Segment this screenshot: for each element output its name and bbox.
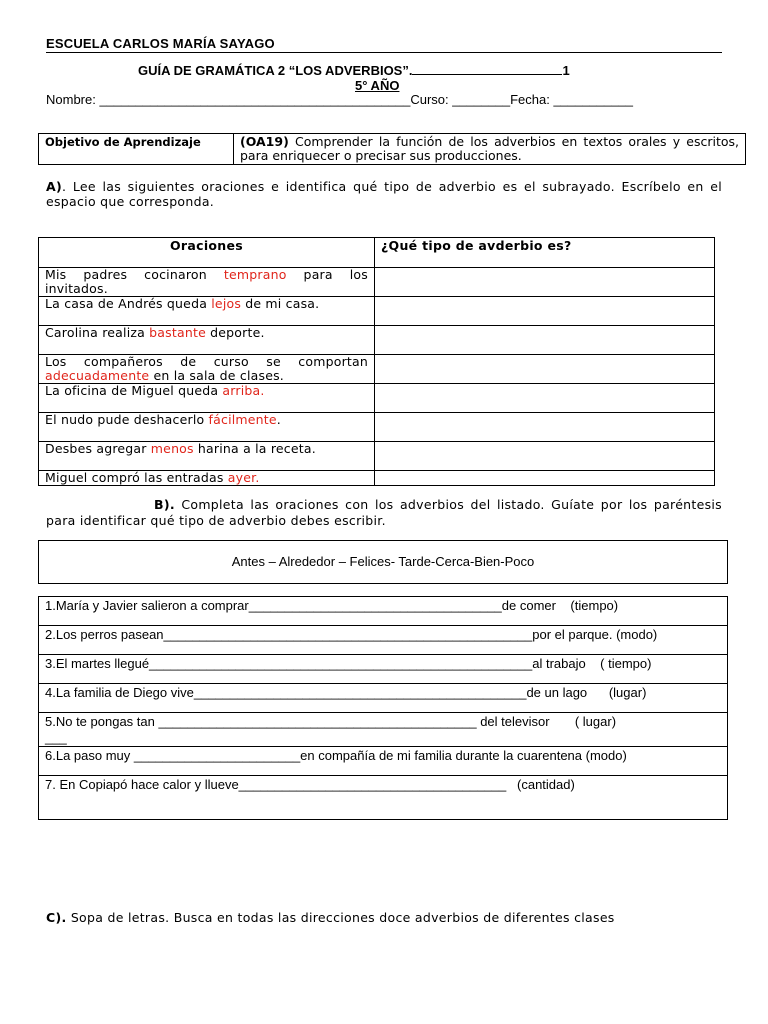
table-row xyxy=(39,655,728,684)
section-c-letter: C). xyxy=(46,910,67,925)
adverb-highlight: temprano xyxy=(223,267,287,282)
sentence-text: La casa de Andrés queda xyxy=(45,296,212,311)
answer-cell[interactable] xyxy=(375,297,715,326)
completion-item[interactable]: 6.La paso muy _______________________en compañía de mi familia durante la cuarentena (modo) xyxy=(39,747,728,776)
section-a-instructions xyxy=(46,179,722,209)
table-row xyxy=(39,326,715,355)
table-row xyxy=(39,713,728,747)
section-c-instructions xyxy=(46,910,615,925)
adverb-table xyxy=(38,237,715,486)
title-underline xyxy=(412,63,562,75)
answer-cell[interactable] xyxy=(375,268,715,297)
section-a-text: . Lee las siguientes oraciones e identifica qué tipo de adverbio es el subrayado. Escríbelo en el espacio que corresponda. xyxy=(46,179,722,209)
table-row xyxy=(39,471,715,486)
completion-item[interactable]: 3.El martes llegué_____________________________________________________al trabajo ( tiempo) xyxy=(39,655,728,684)
sentence-text: para los invitados. xyxy=(45,267,368,296)
sentence-cell xyxy=(39,471,375,486)
sentence-text: Carolina realiza xyxy=(45,325,150,340)
objective-code: (OA19) xyxy=(240,134,289,149)
objective-label: Objetivo de Aprendizaje xyxy=(39,134,234,165)
sentence-cell xyxy=(39,297,375,326)
sentence-cell xyxy=(39,326,375,355)
adverb-highlight: adecuadamente xyxy=(45,368,150,383)
answer-cell[interactable] xyxy=(375,413,715,442)
objective-text xyxy=(234,134,746,165)
sentence-text: de mi casa. xyxy=(241,296,320,311)
adverb-highlight: bastante xyxy=(149,325,206,340)
table-row xyxy=(39,355,715,384)
section-a-letter: A) xyxy=(46,179,62,194)
objective-table xyxy=(38,133,746,165)
guide-title xyxy=(138,63,570,78)
adverb-highlight: menos xyxy=(150,441,194,456)
sentence-cell xyxy=(39,442,375,471)
col-header-type: ¿Qué tipo de avderbio es? xyxy=(375,238,715,268)
table-row xyxy=(39,776,728,820)
sentence-cell xyxy=(39,413,375,442)
table-row xyxy=(39,384,715,413)
answer-cell[interactable] xyxy=(375,442,715,471)
sentence-cell xyxy=(39,384,375,413)
col-header-sentences: Oraciones xyxy=(39,238,375,268)
sentence-text: Miguel compró las entradas xyxy=(45,470,228,485)
table-row xyxy=(39,268,715,297)
table-row xyxy=(39,626,728,655)
sentence-text: Mis padres cocinaron xyxy=(45,267,224,282)
guide-title-text: GUÍA DE GRAMÁTICA 2 “LOS ADVERBIOS”. xyxy=(138,63,413,78)
completion-item[interactable]: 5.No te pongas tan ____________________________________________ del televisor ( lugar) ___ xyxy=(39,713,728,747)
school-name: ESCUELA CARLOS MARÍA SAYAGO xyxy=(46,36,722,53)
sentence-text: harina a la receta. xyxy=(193,441,316,456)
sentence-text: La oficina de Miguel queda xyxy=(45,383,223,398)
answer-cell[interactable] xyxy=(375,326,715,355)
table-row xyxy=(39,442,715,471)
answer-cell[interactable] xyxy=(375,384,715,413)
section-b-letter: B). xyxy=(154,497,175,512)
table-row xyxy=(39,597,728,626)
table-row xyxy=(39,747,728,776)
adverb-highlight: fácilmente xyxy=(208,412,277,427)
answer-cell[interactable] xyxy=(375,355,715,384)
table-row xyxy=(39,413,715,442)
grade-label: 5° AÑO xyxy=(355,78,400,93)
sentence-text: Los compañeros de curso se comportan xyxy=(45,354,368,369)
sentence-text: . xyxy=(276,412,281,427)
completion-item[interactable]: 4.La familia de Diego vive______________________________________________de un lago (lugar) xyxy=(39,684,728,713)
completion-item[interactable]: 2.Los perros pasean___________________________________________________por el parque. (modo) xyxy=(39,626,728,655)
sentence-text: El nudo pude deshacerlo xyxy=(45,412,209,427)
section-b-instructions xyxy=(46,497,722,529)
sentence-text: Desbes agregar xyxy=(45,441,151,456)
completion-table xyxy=(38,596,728,820)
answer-cell[interactable] xyxy=(375,471,715,486)
completion-item[interactable]: 1.María y Javier salieron a comprar___________________________________de comer (tiempo) xyxy=(39,597,728,626)
adverb-highlight: ayer. xyxy=(227,470,260,485)
sentence-cell xyxy=(39,355,375,384)
objective-description: Comprender la función de los adverbios en textos orales y escritos, para enriquecer o precisar sus producciones. xyxy=(240,134,739,163)
completion-item[interactable]: 7. En Copiapó hace calor y llueve_____________________________________ (cantidad) xyxy=(39,776,728,820)
adverb-word-list: Antes – Alrededor – Felices- Tarde-Cerca-Bien-Poco xyxy=(38,540,728,584)
sentence-cell xyxy=(39,268,375,297)
adverb-highlight: arriba. xyxy=(222,383,265,398)
student-info-line: Nombre: ___________________________________________Curso: ________Fecha: ___________ xyxy=(46,92,633,107)
sentence-text: en la sala de clases. xyxy=(149,368,284,383)
sentence-text: deporte. xyxy=(205,325,265,340)
section-c-text: Sopa de letras. Busca en todas las direcciones doce adverbios de diferentes clases xyxy=(66,910,615,925)
table-row xyxy=(39,684,728,713)
section-b-text: Completa las oraciones con los adverbios del listado. Guíate por los paréntesis para identificar qué tipo de adverbio debes escribir. xyxy=(46,497,722,528)
table-row xyxy=(39,297,715,326)
adverb-highlight: lejos xyxy=(211,296,242,311)
guide-number: 1 xyxy=(562,63,570,78)
